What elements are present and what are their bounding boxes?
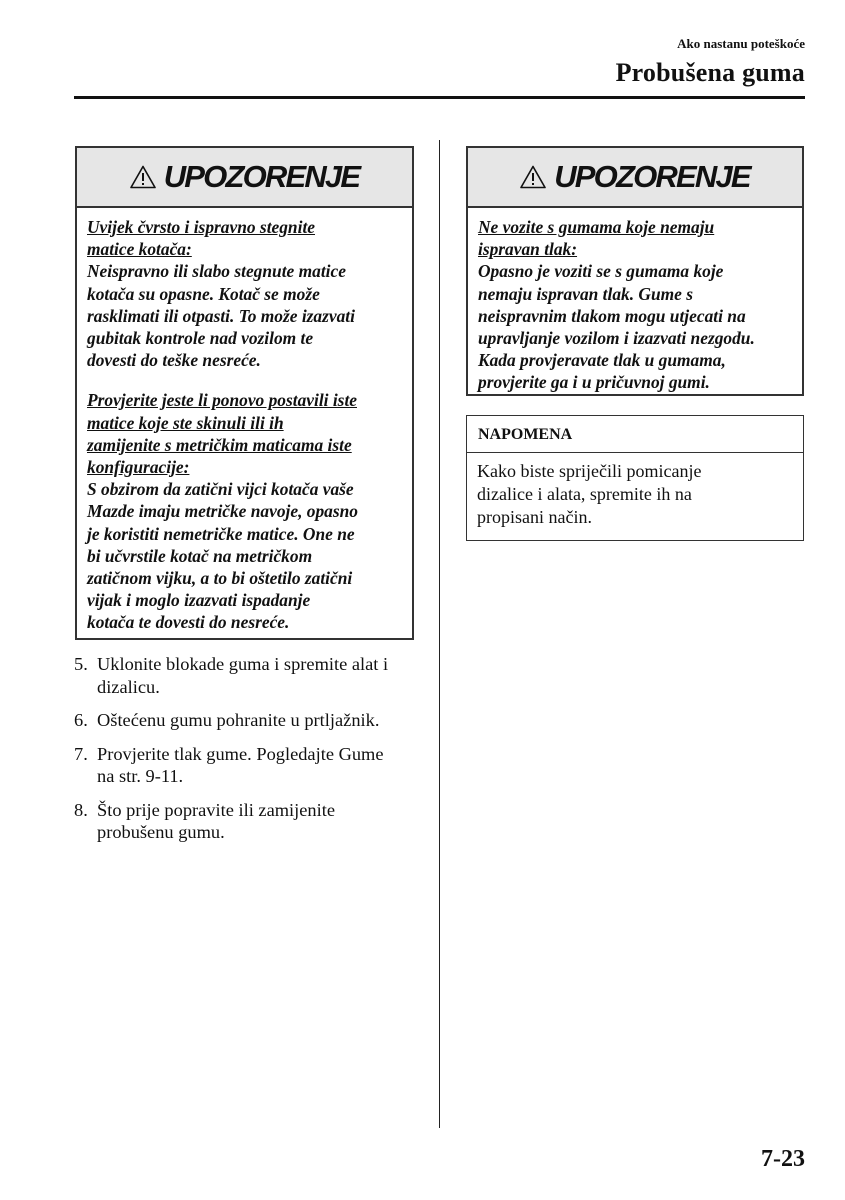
step-item [74, 799, 419, 844]
warning-title: UPOZORENJE [163, 159, 360, 194]
warning-body [77, 208, 412, 642]
step-text-line: probušenu gumu. [97, 822, 225, 842]
warning-text-line: rasklimati ili otpasti. To može izazvati [87, 305, 355, 326]
step-number: 7. [74, 743, 88, 764]
warning-text-line: upravljanje vozilom i izazvati nezgodu. [478, 328, 755, 349]
warning-text-line: Mazde imaju metričke navoje, opasno [87, 501, 358, 522]
warning-header [77, 148, 412, 208]
warning-text-line: neispravnim tlakom mogu utjecati na [478, 305, 746, 326]
note-title: NAPOMENA [467, 416, 803, 453]
step-text-line: na str. 9-11. [97, 766, 184, 786]
paragraph-gap [87, 371, 402, 389]
column-divider [439, 140, 440, 1128]
warning-text-line: vijak i moglo izazvati ispadanje [87, 590, 311, 611]
header-rule [74, 96, 805, 99]
step-item [74, 653, 419, 698]
step-text-line: Oštećenu gumu pohranite u prtljažnik. [97, 710, 380, 730]
header-section: Ako nastanu poteškoće [677, 36, 805, 51]
step-number: 8. [74, 799, 88, 820]
warning-text-line: kotača te dovesti do nesreće. [87, 612, 290, 633]
page-title: Probušena guma [615, 58, 805, 87]
steps-list [74, 653, 419, 855]
warning-triangle-icon [130, 165, 156, 189]
warning-text-line: gubitak kontrole nad vozilom te [87, 328, 314, 349]
step-text-line: Uklonite blokade guma i spremite alat i [97, 654, 389, 674]
warning-text-line: kotača su opasne. Kotač se može [87, 283, 320, 304]
step-text-line: dizalicu. [97, 676, 160, 697]
warning-heading-line: zamijenite s metričkim maticama iste [87, 434, 352, 455]
note-line: Kako biste spriječili pomicanje [477, 461, 702, 481]
note-line: dizalice i alata, spremite ih na [477, 484, 692, 504]
warning-text-line: zatičnom vijku, a to bi oštetilo zatični [87, 568, 353, 589]
warning-paragraph [478, 216, 792, 394]
warning-heading-line: Uvijek čvrsto i ispravno stegnite [87, 217, 315, 237]
step-text-line: Što prije popravite ili zamijenite [97, 799, 335, 820]
warning-heading-line: Ne vozite s gumama koje nemaju [478, 217, 715, 237]
warning-header [468, 148, 802, 208]
step-item [74, 743, 419, 788]
note-box [466, 415, 804, 541]
warning-text-line: dovesti do teške nesreće. [87, 350, 261, 371]
note-body [467, 453, 803, 536]
warning-text-line: nemaju ispravan tlak. Gume s [478, 283, 693, 304]
warning-title: UPOZORENJE [554, 159, 750, 194]
warning-box-right [466, 146, 804, 396]
warning-box-left [75, 146, 414, 640]
step-text-line: Provjerite tlak gume. Pogledajte Gume [97, 743, 384, 764]
note-line: propisani način. [477, 507, 592, 527]
warning-heading-line: matice koje ste skinuli ili ih [87, 412, 284, 433]
warning-body [468, 208, 802, 402]
step-number: 6. [74, 710, 88, 730]
warning-heading-line: matice kotača: [87, 239, 192, 260]
warning-triangle-icon [520, 165, 546, 189]
warning-text-line: provjerite ga i u pričuvnoj gumi. [478, 372, 710, 393]
warning-heading-line: konfiguracije: [87, 457, 190, 478]
warning-paragraph [87, 389, 402, 633]
page-number: 7-23 [761, 1146, 805, 1172]
step-number: 5. [74, 654, 88, 674]
warning-text-line: S obzirom da zatični vijci kotača vaše [87, 479, 354, 500]
warning-text-line: Kada provjeravate tlak u gumama, [478, 350, 726, 371]
warning-paragraph [87, 216, 402, 371]
warning-text-line: Neispravno ili slabo stegnute matice [87, 261, 346, 282]
step-item [74, 709, 419, 732]
warning-text-line: Opasno je voziti se s gumama koje [478, 261, 724, 282]
warning-heading-line: ispravan tlak: [478, 239, 578, 260]
warning-text-line: bi učvrstile kotač na metričkom [87, 545, 313, 566]
warning-text-line: je koristiti nemetričke matice. One ne [87, 523, 355, 544]
warning-heading-line: Provjerite jeste li ponovo postavili iste [87, 390, 357, 411]
